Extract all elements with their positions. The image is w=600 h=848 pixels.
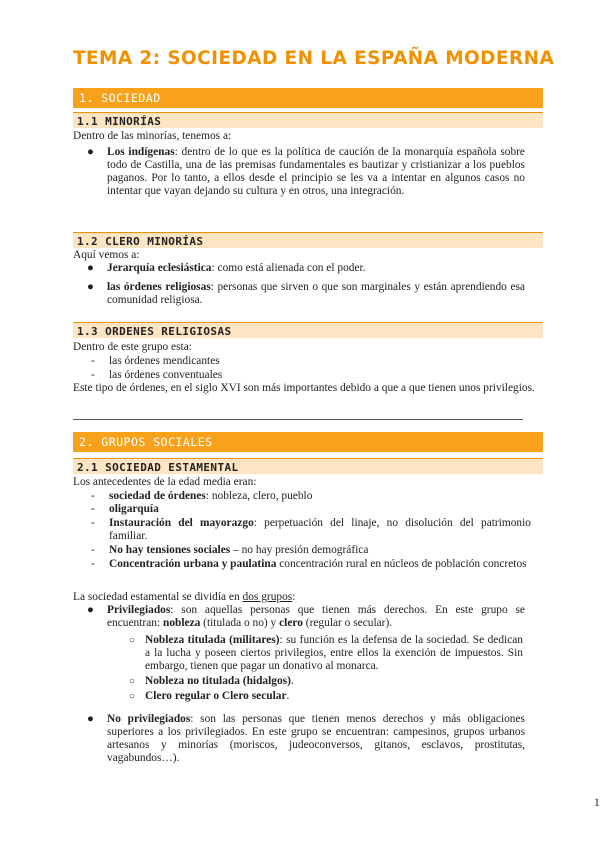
paragraph-antecedentes: Los antecedentes de la edad media eran: — [73, 476, 257, 488]
dash-marker: - — [91, 503, 95, 515]
term-clero-regular: Clero regular o Clero secular — [145, 690, 287, 702]
list-item-tensiones — [91, 544, 531, 557]
text-mayorazgo: : perpetuación del linaje, no disolución del patrimonio familiar. — [109, 517, 531, 542]
circle-marker: ○ — [129, 676, 136, 687]
term-clero: clero — [279, 617, 303, 629]
term-mayorazgo: Instauración del mayorazgo — [109, 517, 254, 529]
subsection-heading-ordenes: 1.3 ORDENES RELIGIOSAS — [73, 322, 543, 338]
list-item-ordenes-religiosas — [87, 281, 525, 307]
text-jerarquia: : como está alienada con el poder. — [211, 262, 366, 274]
term-sociedad-ordenes: sociedad de órdenes — [109, 490, 206, 502]
list-item-privilegiados — [87, 604, 525, 630]
term-nobleza-titulada: Nobleza titulada (militares) — [145, 634, 280, 646]
text-period: . — [290, 675, 294, 687]
section-heading-sociedad: 1. SOCIEDAD — [73, 88, 543, 108]
term-concentracion: Concentración urbana y paulatina — [109, 558, 277, 570]
list-item-oligarquia — [91, 503, 531, 516]
bullet-marker: ● — [87, 713, 94, 725]
dash-marker: - — [91, 369, 95, 381]
text-regular-secular: (regular o secular). — [302, 617, 393, 629]
list-item-indigenas — [87, 146, 525, 198]
text-dos-grupos-pre: La sociedad estamental se dividía en — [73, 591, 243, 603]
page-number: 1 — [594, 797, 600, 809]
text-indigenas: : dentro de lo que es la política de caución de la monarquía española sobre todo de Castilla, una de las premisas fundamentales es bautizar y cristianizar a los pueblos paganos. Por lo tanto, a ellos desde el principio se les va a intentar en algunos casos no intentar que vayan dejando su cultura y en otros, una integración. — [107, 146, 525, 197]
term-no-privilegiados: No privilegiados — [107, 713, 191, 725]
text-titulada: (titulada o no) y — [200, 617, 280, 629]
text-dos-grupos-underlined: dos grupos — [242, 591, 293, 603]
list-item-conventuales — [91, 369, 531, 382]
text-conventuales: las órdenes conventuales — [109, 369, 223, 381]
paragraph-clero-intro: Aquí vemos a: — [73, 249, 140, 261]
term-nobleza-no-titulada: Nobleza no titulada (hidalgos) — [145, 675, 291, 687]
bullet-marker: ● — [87, 262, 94, 274]
list-item-clero-regular — [129, 690, 523, 703]
term-ordenes-religiosas: las órdenes religiosas — [107, 281, 211, 293]
subsection-heading-minorias: 1.1 MINORÍAS — [73, 112, 543, 128]
text-privilegiados: : son aquellas personas que tienen más derechos. En este grupo se encuentran: — [107, 604, 525, 629]
term-oligarquia: oligarquía — [109, 503, 159, 515]
paragraph-minorias-intro: Dentro de las minorías, tenemos a: — [73, 130, 232, 142]
list-item-mayorazgo — [91, 517, 531, 543]
term-indigenas: Los indígenas — [107, 146, 175, 158]
list-item-no-privilegiados — [87, 713, 525, 765]
text-concentracion: concentración rural en núcleos de población concretos — [276, 558, 527, 570]
term-tensiones: No hay tensiones sociales — [109, 544, 231, 556]
paragraph-dos-grupos — [73, 591, 543, 604]
text-dos-grupos-post: : — [292, 591, 296, 603]
bullet-marker: ● — [87, 604, 94, 616]
term-privilegiados: Privilegiados — [107, 604, 171, 616]
paragraph-ordenes-intro: Dentro de este grupo esta: — [73, 341, 192, 353]
circle-marker: ○ — [129, 691, 136, 702]
dash-marker: - — [91, 490, 95, 502]
page-title: TEMA 2: SOCIEDAD EN LA ESPAÑA MODERNA — [73, 48, 555, 69]
dash-marker: - — [91, 517, 95, 529]
text-period: . — [286, 690, 290, 702]
list-item-mendicantes — [91, 355, 531, 368]
subsection-heading-clero: 1.2 CLERO MINORÍAS — [73, 232, 543, 248]
section-heading-grupos-sociales: 2. GRUPOS SOCIALES — [73, 432, 543, 452]
circle-marker: ○ — [129, 635, 136, 646]
list-item-concentracion — [91, 558, 531, 571]
horizontal-rule — [73, 419, 523, 420]
subsection-heading-sociedad-estamental: 2.1 SOCIEDAD ESTAMENTAL — [73, 458, 543, 474]
dash-marker: - — [91, 355, 95, 367]
text-mendicantes: las órdenes mendicantes — [109, 355, 220, 367]
dash-marker: - — [91, 558, 95, 570]
list-item-sociedad-ordenes — [91, 490, 531, 503]
list-item-nobleza-no-titulada — [129, 675, 523, 688]
text-no-privilegiados: : son las personas que tienen menos derechos y más obligaciones superiores a los privilegiados. En este grupo se encuentran: campesinos, grupos urbanos artesanos y minorías (moriscos, judeoconversos, gitanos, esclavos, prostitutas, vagabundos…). — [107, 713, 525, 764]
text-sociedad-ordenes: : nobleza, clero, pueblo — [205, 490, 313, 502]
paragraph-ordenes-siglo: Este tipo de órdenes, en el siglo XVI son más importantes debido a que a que tienen unos privilegios. — [73, 382, 535, 394]
text-tensiones: – no hay presión demográfica — [230, 544, 369, 556]
list-item-jerarquia — [87, 262, 525, 275]
term-jerarquia: Jerarquía eclesiástica — [107, 262, 212, 274]
bullet-marker: ● — [87, 281, 94, 293]
list-item-nobleza-titulada — [129, 634, 523, 673]
text-nobleza-titulada: : su función es la defensa de la sociedad. Se dedican a la lucha y poseen ciertos privilegios, entre ellos la exención de impuestos. Sin embargo, tienen que pagar un donativo al monarca. — [145, 634, 523, 672]
bullet-marker: ● — [87, 146, 94, 158]
term-nobleza: nobleza — [162, 617, 201, 629]
dash-marker: - — [91, 544, 95, 556]
text-ordenes-religiosas: : personas que sirven o que son marginales y están aprendiendo esa comunidad religiosa. — [107, 281, 525, 306]
